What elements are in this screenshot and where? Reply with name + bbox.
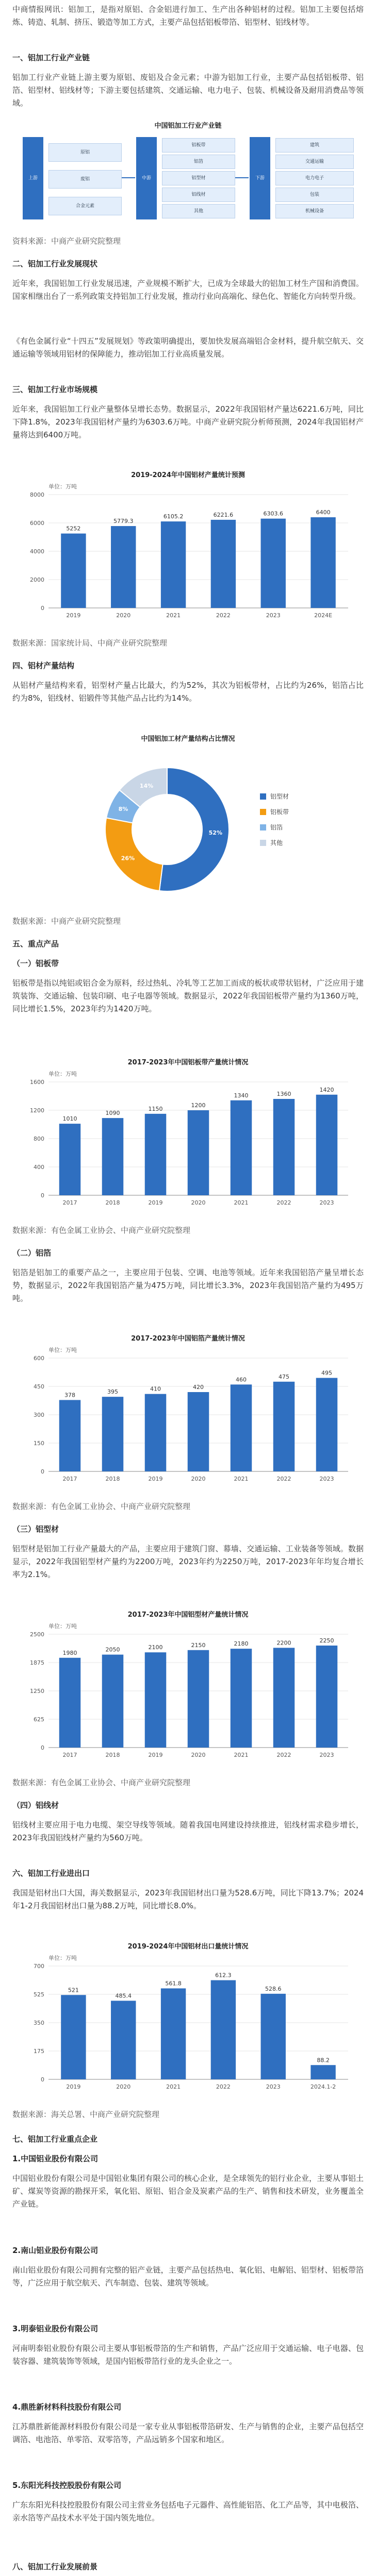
chart-unit: 单位：万吨	[48, 483, 77, 490]
data-label: 561.8	[165, 1980, 182, 1987]
legend-label: 铝箔	[270, 824, 283, 831]
intro-paragraph: 中商情报网讯：铝加工，是指对原铝、合金铝进行加工、生产出各种铝材的过程。铝加工主要包括熔炼、铸造、轧制、挤压、锻造等加工方式，主要产品包括铝板带箔、铝型材、铝线材等。	[12, 5, 364, 27]
chart-title: 2017-2023年中国铝箔产量统计情况	[131, 1335, 245, 1343]
company-1-name: 1.中国铝业股份有限公司	[12, 2154, 99, 2163]
bar	[310, 517, 335, 608]
chart-3-source: 数据来源：有色金属工业协会、中商产业研究院整理	[12, 1226, 191, 1235]
downstream-item: 电力电子	[275, 171, 354, 185]
x-tick-label: 2023	[319, 1476, 334, 1482]
section-5-sub-1-paragraph: 铝板带是指以纯铝或铝合金为原料，经过热轧、冷轧等工艺加工而成的板状或带状铝材，广泛应用于建筑装饰、交通运输、包装印刷、电子电器等领域。数据显示，2022年我国铝板带产量约为1360万吨，同比增长1.5%，2023年约为1420万吨。	[12, 978, 364, 1013]
x-tick-label: 2020	[116, 612, 131, 619]
bar	[188, 1110, 209, 1195]
upstream-label: 上游	[23, 137, 43, 219]
x-tick-label: 2023	[266, 612, 281, 619]
section-4-paragraph: 从铝材产量结构来看，铝型材产量占比最大，约为52%，其次为铝板带材，占比约为26%，铝箔占比约为8%，铝线材、铝锻件等其他产品占比约为14%。	[12, 681, 364, 703]
arrow-connector	[235, 177, 249, 178]
y-tick-label: 525	[34, 1991, 44, 1998]
data-label: 612.3	[215, 1972, 232, 1979]
section-5-sub-4-paragraph: 铝线材主要应用于电力电缆、架空导线等领域。随着我国电网建设持续推进，铝线材需求稳步增长，2023年我国铝线材产量约为560万吨。	[12, 1820, 364, 1842]
bar	[59, 1124, 81, 1195]
chart-aluminum-output	[12, 464, 364, 634]
y-tick-label: 2500	[30, 1631, 44, 1638]
arrow-connector	[122, 177, 135, 178]
y-tick-label: 150	[34, 1440, 44, 1447]
data-label: 2150	[191, 1641, 206, 1649]
downstream-item: 包装	[275, 188, 354, 202]
chart-title: 2019-2024年中国铝材出口量统计情况	[127, 1943, 249, 1951]
x-tick-label: 2024.1-2	[310, 2083, 336, 2090]
chart-unit: 单位：万吨	[48, 1071, 77, 1077]
bar	[102, 1655, 124, 1748]
y-tick-label: 4000	[30, 548, 44, 555]
bar	[145, 1394, 167, 1471]
data-label: 6105.2	[163, 513, 184, 520]
diagram-title: 中国铝加工行业产业链	[154, 122, 222, 130]
bar	[310, 2065, 335, 2079]
data-label: 2200	[276, 1639, 291, 1647]
legend-label: 铝板带	[270, 808, 289, 816]
y-tick-label: 0	[41, 1468, 44, 1475]
bar	[273, 1099, 295, 1195]
bar	[316, 1646, 338, 1748]
section-2-paragraph-2: 《有色金属行业“十四五”发展规划》等政策明确提出，要加快发展高端铝合金材料，提升航空航天、交通运输等领域用铝材的保障能力，推动铝加工行业高质量发展。	[12, 336, 364, 359]
bar-chart	[12, 1327, 364, 1497]
x-tick-label: 2022	[276, 1752, 291, 1758]
section-4-heading: 四、铝材产量结构	[12, 661, 75, 670]
company-5-desc: 广东东阳光科技控股股份有限公司主营业务包括电子元器件、高性能铝箔、化工产品等，其中电极箔、亲水箔等产品技术水平处于国内领先地位。	[12, 2500, 364, 2522]
company-4-desc: 江苏鼎胜新能源材料股份有限公司是一家专业从事铝板带箔研发、生产与销售的企业，主要产品包括空调箔、电池箔、单零箔、双零箔等，产品远销多个国家和地区。	[12, 2422, 364, 2444]
midstream-item: 铝型材	[162, 171, 235, 185]
bar	[231, 1384, 252, 1471]
bar-chart	[12, 1935, 364, 2105]
x-tick-label: 2021	[166, 2083, 181, 2090]
chart-title: 中国铝加工材产量结构占比情况	[141, 735, 235, 743]
legend-label: 其他	[270, 839, 283, 846]
x-tick-label: 2020	[116, 2083, 131, 2090]
slice-label: 8%	[118, 805, 128, 812]
slice-label: 14%	[139, 782, 154, 789]
x-tick-label: 2022	[276, 1476, 291, 1482]
legend-swatch	[260, 793, 266, 800]
upstream-item: 原铝	[48, 143, 122, 162]
data-label: 378	[64, 1392, 75, 1399]
data-label: 1090	[105, 1110, 120, 1117]
bar	[111, 526, 136, 608]
section-5-sub-3: （三）铝型材	[12, 1524, 59, 1534]
chart-1-source: 数据来源：国家统计局、中商产业研究院整理	[12, 638, 168, 648]
x-tick-label: 2018	[105, 1476, 120, 1482]
section-5-heading: 五、重点产品	[12, 939, 59, 948]
x-tick-label: 2017	[62, 1199, 77, 1206]
company-4-name: 4.鼎胜新材料科技股份有限公司	[12, 2402, 122, 2412]
x-tick-label: 2020	[191, 1199, 206, 1206]
midstream-item: 铝板带	[162, 138, 235, 152]
data-label: 2180	[234, 1640, 249, 1648]
data-label: 460	[236, 1376, 247, 1383]
bar	[316, 1378, 338, 1472]
x-tick-label: 2018	[105, 1199, 120, 1206]
x-tick-label: 2023	[319, 1199, 334, 1206]
bar	[261, 519, 286, 608]
chart-unit: 单位：万吨	[48, 1955, 77, 1961]
slice-label: 26%	[121, 855, 135, 862]
bar	[273, 1648, 295, 1748]
data-label: 1150	[148, 1105, 163, 1112]
section-5-sub-1: （一）铝板带	[12, 959, 59, 968]
y-tick-label: 0	[41, 605, 44, 612]
x-tick-label: 2023	[319, 1752, 334, 1758]
y-tick-label: 1600	[30, 1079, 44, 1086]
y-tick-label: 800	[34, 1136, 44, 1142]
diagram-source: 资料来源：中商产业研究院整理	[12, 236, 121, 246]
data-label: 395	[107, 1388, 118, 1396]
x-tick-label: 2022	[216, 612, 231, 619]
chart-output-structure	[12, 726, 364, 912]
bar	[59, 1658, 81, 1748]
bar	[59, 1400, 81, 1471]
slice-label: 52%	[208, 829, 222, 836]
donut-chart	[12, 726, 364, 912]
section-6-heading: 六、铝加工行业进出口	[12, 1869, 90, 1878]
data-label: 495	[321, 1369, 332, 1377]
legend-swatch	[260, 824, 266, 831]
bar	[211, 520, 236, 608]
data-label: 5252	[66, 525, 81, 532]
chart-export-volume	[12, 1935, 364, 2105]
data-label: 2100	[148, 1644, 163, 1651]
bar	[111, 2001, 136, 2079]
x-tick-label: 2019	[66, 2083, 81, 2090]
section-2-heading: 二、铝加工行业发展现状	[12, 259, 98, 268]
y-tick-label: 1200	[30, 1107, 44, 1114]
y-tick-label: 625	[34, 1716, 44, 1723]
company-3-desc: 河南明泰铝业股份有限公司主要从事铝板带箔的生产和销售，产品广泛应用于交通运输、电子电器、包装容器、建筑装饰等领域，是国内铝板带箔行业的龙头企业之一。	[12, 2344, 364, 2366]
chart-plate-strip-output	[12, 1051, 364, 1221]
data-label: 1010	[62, 1115, 77, 1123]
chart-5-source: 数据来源：有色金属工业协会、中商产业研究院整理	[12, 1778, 191, 1787]
midstream-label: 中游	[136, 137, 157, 219]
data-label: 1340	[234, 1092, 249, 1099]
chart-2-source: 数据来源：中商产业研究院整理	[12, 917, 121, 926]
section-3-heading: 三、铝加工行业市场规模	[12, 385, 98, 394]
section-5-sub-2: （二）铝箔	[12, 1248, 52, 1258]
chart-profile-output	[12, 1603, 364, 1773]
x-tick-label: 2021	[166, 612, 181, 619]
data-label: 485.4	[115, 1992, 132, 1999]
upstream-item: 废铝	[48, 170, 122, 189]
downstream-label: 下游	[250, 137, 270, 219]
legend-label: 铝型材	[270, 793, 289, 800]
bar	[188, 1392, 209, 1471]
bar	[61, 1995, 86, 2079]
y-tick-label: 175	[34, 2048, 44, 2055]
data-label: 1980	[62, 1649, 77, 1656]
data-label: 1360	[276, 1091, 291, 1097]
y-tick-label: 450	[34, 1383, 44, 1390]
downstream-item: 建筑	[275, 138, 354, 152]
y-tick-label: 0	[41, 1744, 44, 1751]
chart-foil-output	[12, 1327, 364, 1497]
section-5-sub-4: （四）铝线材	[12, 1801, 59, 1810]
bar	[102, 1397, 124, 1471]
x-tick-label: 2019	[148, 1476, 163, 1482]
chart-unit: 单位：万吨	[48, 1623, 77, 1630]
x-tick-label: 2021	[234, 1476, 249, 1482]
downstream-item: 交通运输	[275, 155, 354, 169]
downstream-item: 机械设备	[275, 204, 354, 218]
chart-title: 2017-2023年中国铝板带产量统计情况	[127, 1059, 249, 1066]
y-tick-label: 1875	[30, 1659, 44, 1666]
legend-swatch	[260, 809, 266, 815]
x-tick-label: 2018	[105, 1752, 120, 1758]
y-tick-label: 1250	[30, 1688, 44, 1694]
company-2-name: 2.南山铝业股份有限公司	[12, 2246, 99, 2255]
section-5-sub-3-paragraph: 铝型材是铝加工行业产量最大的产品，主要应用于建筑门窗、幕墙、交通运输、工业装备等领域。数据显示，2022年我国铝型材产量约为2200万吨，2023年约为2250万吨，2017-2023年年均复合增长率为2.1%。	[12, 1544, 364, 1579]
x-tick-label: 2023	[266, 2083, 281, 2090]
y-tick-label: 400	[34, 1164, 44, 1171]
x-tick-label: 2020	[191, 1476, 206, 1482]
x-tick-label: 2019	[66, 612, 81, 619]
bar-chart	[12, 1051, 364, 1221]
data-label: 6221.6	[213, 511, 234, 518]
data-label: 2050	[105, 1646, 120, 1653]
x-tick-label: 2024E	[314, 612, 333, 619]
x-tick-label: 2019	[148, 1752, 163, 1758]
bar-chart	[12, 1603, 364, 1773]
data-label: 88.2	[317, 2057, 330, 2064]
bar	[161, 1988, 186, 2079]
y-tick-label: 2000	[30, 577, 44, 583]
company-2-desc: 南山铝业股份有限公司拥有完整的铝产业链，主要产品包括热电、氧化铝、电解铝、铝型材、铝板带箔等，广泛应用于航空航天、汽车制造、包装、建筑等领域。	[12, 2265, 364, 2287]
midstream-item: 铝线材	[162, 188, 235, 202]
y-tick-label: 6000	[30, 520, 44, 527]
legend-swatch	[260, 840, 266, 846]
data-label: 1420	[319, 1086, 334, 1093]
chart-unit: 单位：万吨	[48, 1347, 77, 1353]
bar	[231, 1649, 252, 1748]
upstream-item: 合金元素	[48, 197, 122, 215]
x-tick-label: 2021	[234, 1199, 249, 1206]
bar	[61, 534, 86, 608]
bar	[145, 1652, 167, 1748]
midstream-item: 铝箔	[162, 155, 235, 169]
section-8-heading: 八、铝加工行业发展前景	[12, 2562, 98, 2571]
y-tick-label: 300	[34, 1412, 44, 1418]
section-5-sub-2-paragraph: 铝箔是铝加工的重要产品之一，主要应用于包装、空调、电池等领域。近年来我国铝箔产量呈增长态势，数据显示，2022年我国铝箔产量为475万吨，同比增长3.3%，2023年我国铝箔产量约为495万吨。	[12, 1268, 364, 1303]
y-tick-label: 350	[34, 2020, 44, 2026]
data-label: 475	[279, 1373, 289, 1380]
x-tick-label: 2022	[276, 1199, 291, 1206]
chart-4-source: 数据来源：有色金属工业协会、中商产业研究院整理	[12, 1502, 191, 1511]
chart-title: 2017-2023年中国铝型材产量统计情况	[127, 1611, 249, 1619]
x-tick-label: 2020	[191, 1752, 206, 1758]
y-tick-label: 8000	[30, 492, 44, 498]
bar	[188, 1650, 209, 1748]
company-5-name: 5.东阳光科技控股股份有限公司	[12, 2481, 122, 2490]
data-label: 5779.3	[113, 518, 134, 525]
section-3-paragraph: 近年来，我国铝加工行业产量整体呈增长态势。数据显示，2022年我国铝材产量达6221.6万吨，同比下降1.8%，2023年我国铝材产量约为6303.6万吨。中商产业研究院分析师预测，2024年我国铝材产量将达到6400万吨。	[12, 404, 364, 439]
section-7-heading: 七、铝加工行业重点企业	[12, 2134, 98, 2144]
x-tick-label: 2017	[62, 1752, 77, 1758]
x-tick-label: 2017	[62, 1476, 77, 1482]
x-tick-label: 2021	[234, 1752, 249, 1758]
midstream-item: 其他	[162, 204, 235, 218]
company-1-desc: 中国铝业股份有限公司是中国铝业集团有限公司的核心企业，是全球领先的铝行业企业，主要从事铝土矿、煤炭等资源的勘探开采，氧化铝、原铝、铝合金及炭素产品的生产、销售和技术研发，业务覆盖全产业链。	[12, 2174, 364, 2209]
section-2-paragraph-1: 近年来，我国铝加工行业发展迅速，产业规模不断扩大，已成为全球最大的铝加工材生产国和消费国。国家相继出台了一系列政策支持铝加工行业发展，推动行业向高端化、绿色化、智能化方向转型升级。	[12, 279, 364, 301]
bar	[273, 1382, 295, 1471]
bar	[161, 521, 186, 608]
x-tick-label: 2022	[216, 2083, 231, 2090]
y-tick-label: 0	[41, 1192, 44, 1199]
data-label: 420	[193, 1384, 204, 1391]
bar-chart	[12, 464, 364, 634]
chart-title: 2019-2024年中国铝材产量统计预测	[131, 471, 245, 479]
y-tick-label: 600	[34, 1355, 44, 1362]
bar	[261, 1994, 286, 2079]
y-tick-label: 700	[34, 1963, 44, 1970]
y-tick-label: 0	[41, 2076, 44, 2083]
data-label: 6400	[316, 509, 331, 516]
data-label: 521	[68, 1987, 79, 1994]
bar	[211, 1980, 236, 2079]
chart-6-source: 数据来源：海关总署、中商产业研究院整理	[12, 2110, 160, 2119]
data-label: 2250	[319, 1637, 334, 1644]
bar	[145, 1114, 167, 1195]
data-label: 410	[150, 1385, 161, 1393]
bar	[102, 1118, 124, 1195]
data-label: 1200	[191, 1102, 206, 1109]
section-6-paragraph: 我国是铝材出口大国，海关数据显示，2023年我国铝材出口量为528.6万吨，同比下降13.7%；2024年1-2月我国铝材出口量为88.2万吨，同比增长8.0%。	[12, 1888, 364, 1910]
industry-chain-diagram	[12, 116, 364, 231]
data-label: 528.6	[265, 1985, 282, 1992]
x-tick-label: 2019	[148, 1199, 163, 1206]
company-3-name: 3.明泰铝业股份有限公司	[12, 2324, 99, 2333]
bar	[231, 1100, 252, 1195]
section-1-heading: 一、铝加工行业产业链	[12, 53, 90, 62]
data-label: 6303.6	[263, 510, 283, 517]
bar	[316, 1095, 338, 1195]
section-1-paragraph: 铝加工行业产业链上游主要为原铝、废铝及合金元素；中游为铝加工行业，主要产品包括铝板带、铝箔、铝型材、铝线材等；下游主要包括建筑、交通运输、电力电子、包装、机械设备及耐用消费品等领域。	[12, 73, 364, 108]
